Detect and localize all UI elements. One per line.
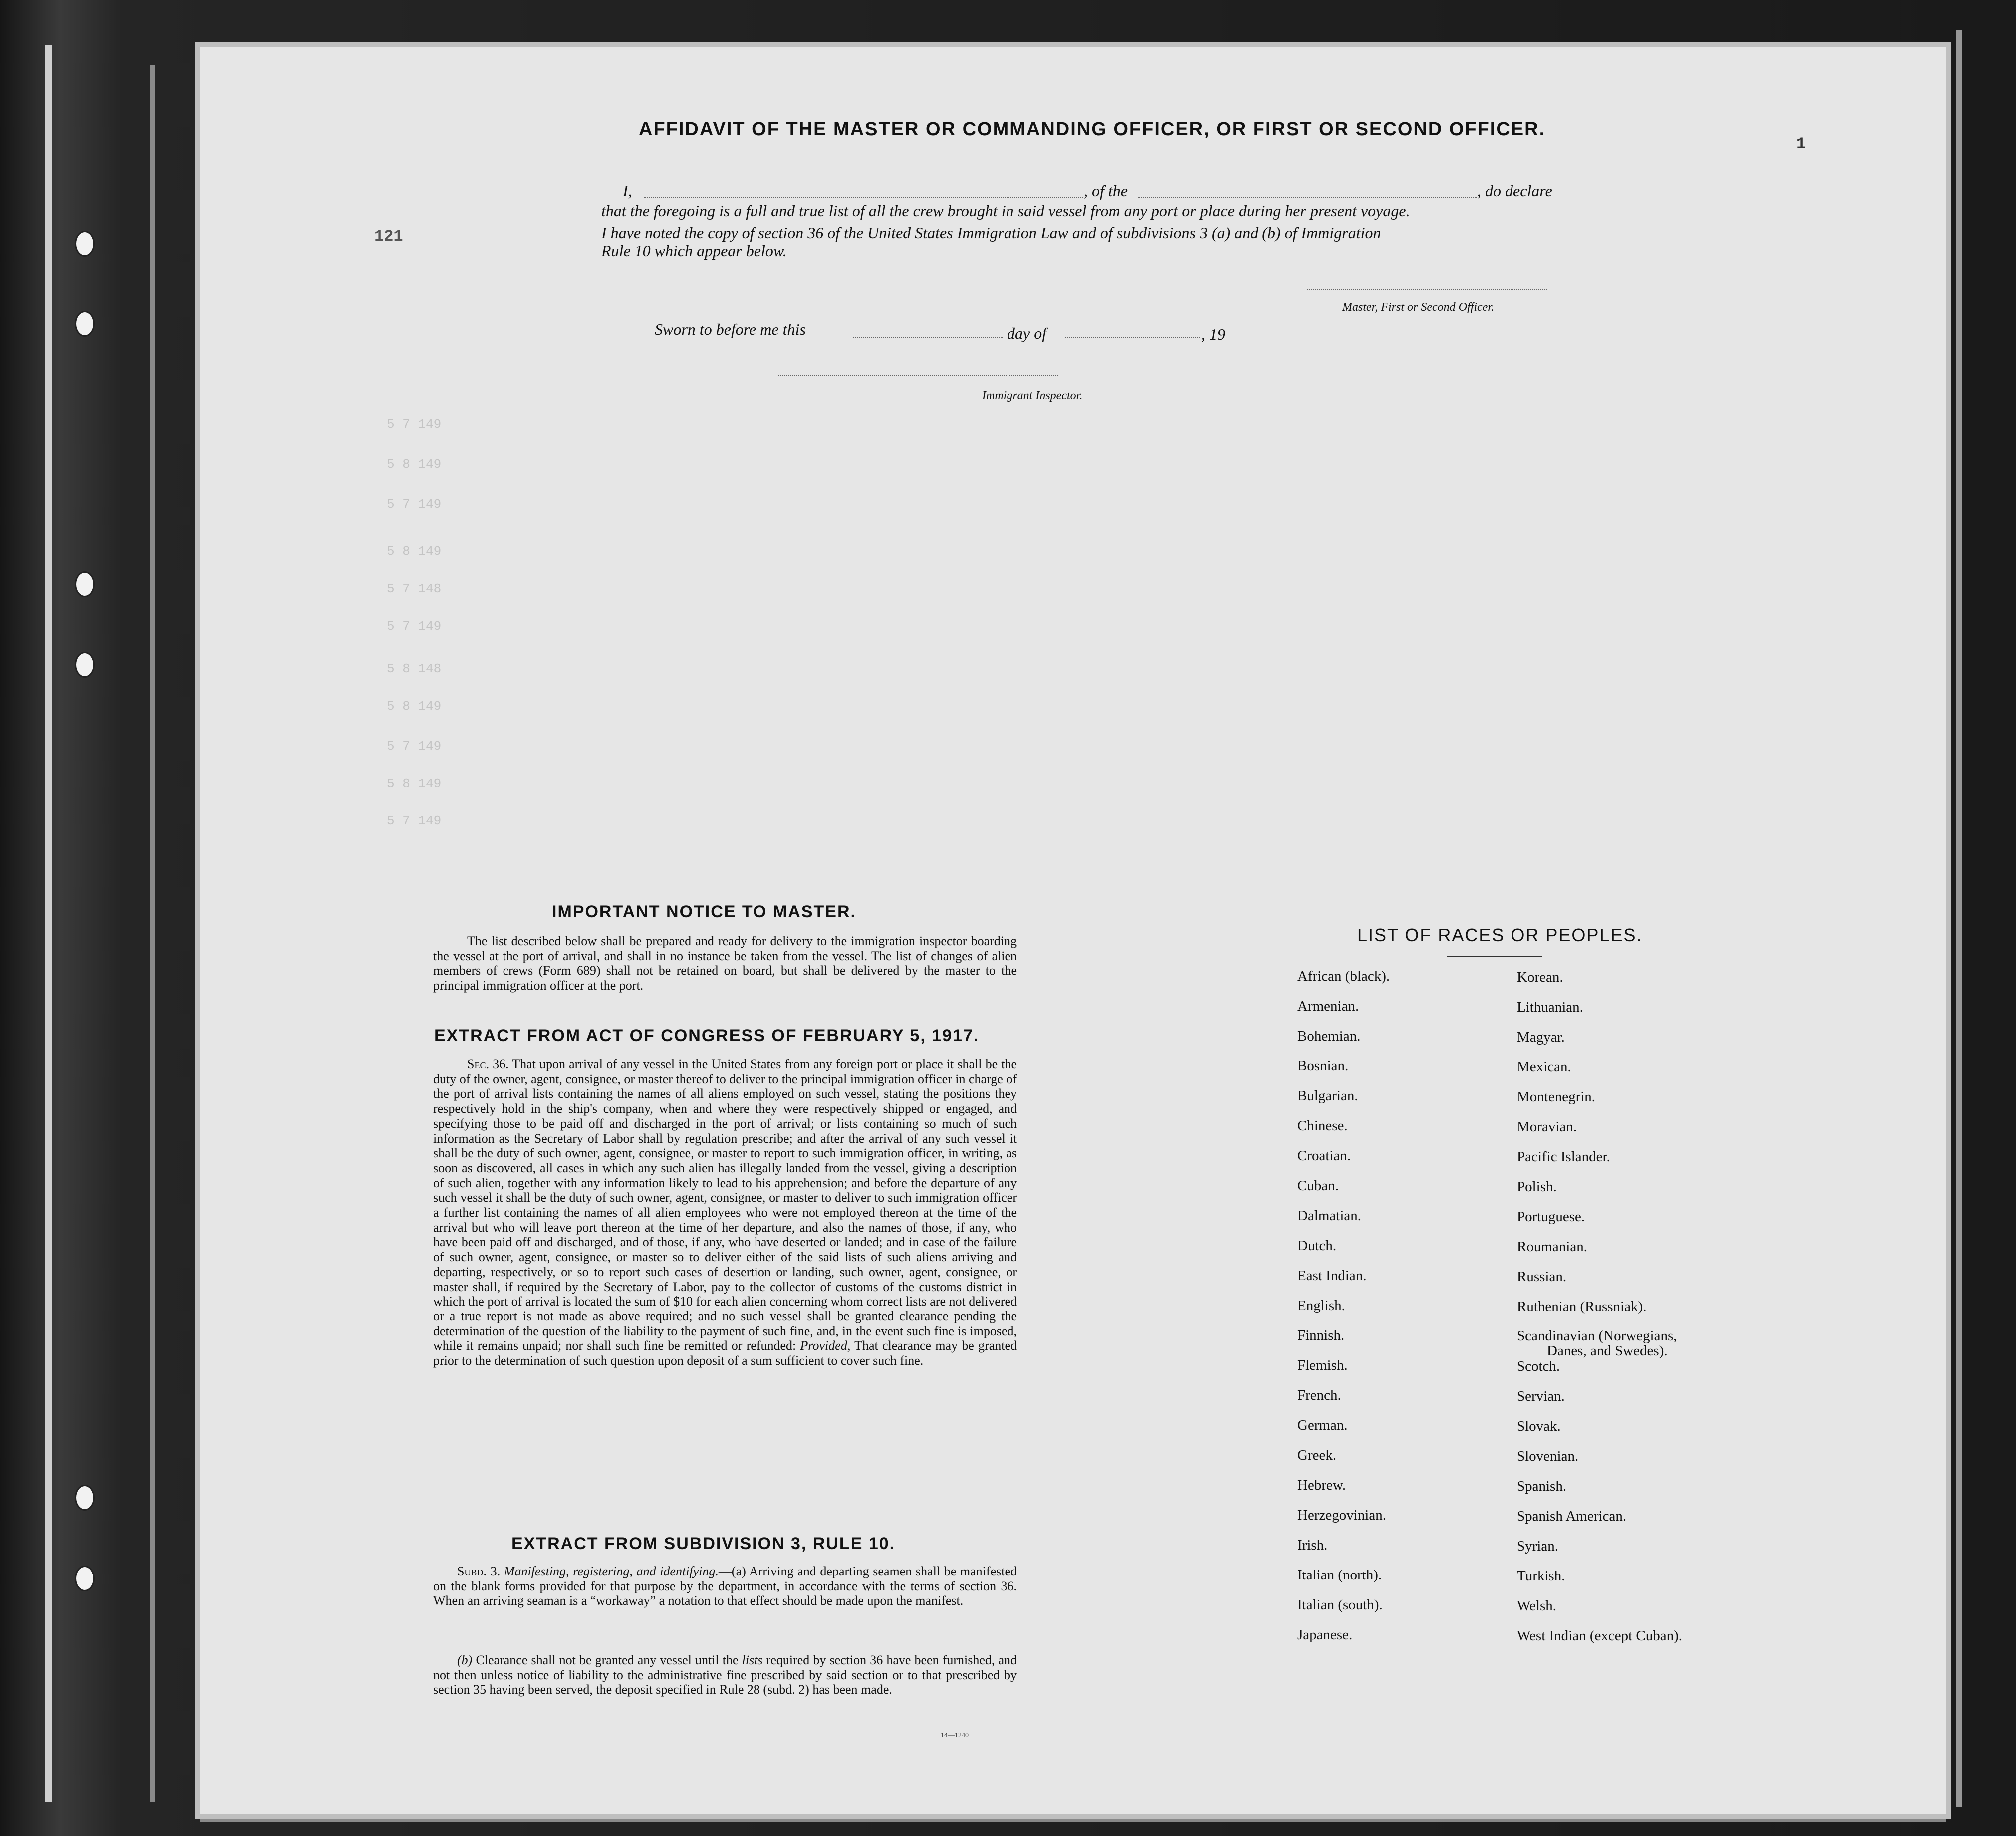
notice-text: The list described below shall be prepared and ready for delivery to the immigration inspector boarding the vessel at the port of arrival, and shall in no instance be taken from the vessel. The list of changes of alien members of crews (Form 689) shall not be retained on board, but shall be delivered by the master to the principal immigration officer at the port.	[433, 934, 1017, 993]
race-item: Japanese.	[1297, 1627, 1353, 1643]
race-item: Spanish.	[1517, 1478, 1567, 1494]
race-item: Spanish American.	[1517, 1508, 1627, 1524]
race-item: Servian.	[1517, 1388, 1565, 1404]
master-label: Master, First or Second Officer.	[1342, 301, 1494, 314]
race-item: Moravian.	[1517, 1119, 1577, 1135]
bleed-through-mark: 5 8 149	[387, 776, 442, 791]
vessel-line	[1138, 197, 1477, 198]
race-item: French.	[1297, 1387, 1341, 1403]
bleed-through-mark: 5 7 149	[387, 497, 442, 512]
race-item: Chinese.	[1297, 1118, 1348, 1134]
binder-hole	[75, 1485, 95, 1511]
form-page	[200, 47, 1946, 1814]
race-item: West Indian (except Cuban).	[1517, 1628, 1683, 1644]
bleed-through-mark: 5 8 148	[387, 661, 442, 676]
rule-para-b	[433, 1653, 1017, 1697]
year-label: , 19	[1201, 325, 1225, 343]
act-body: That upon arrival of any vessel in the United States from any foreign port or place it shall be the duty of the owner, agent, consignee, or master thereof to deliver to the principal immigration officer in charge of the port of arrival lists containing the names of all aliens employed on such vessel, stating the positions they respectively hold in the ship's company, when and where they were respectively shipped or engaged, and specifying those to be paid off and discharged in the port of arrival; or lists containing so much of such information as the Secretary of Labor shall by regulation prescribe; and after the arrival of any such vessel it shall be the duty of such owner, agent, consignee, or master to report to such immigration officer, in writing, as soon as discovered, all cases in which any such alien has illegally landed from the vessel, giving a description of such alien, together with any information likely to lead to his apprehension; and before the departure of any such vessel it shall be the duty of such owner, agent, consignee, or master to deliver to such immigration officer a further list containing the names of all alien employees who were not employed thereon at the time of the arrival but who will leave port thereon at the time of her departure, and also the names of those, if any, who have been paid off and discharged, and of those, if any, who have deserted or landed; and in case of the failure of such owner, agent, consignee, or master so to deliver either of the said lists of such aliens arriving and departing, respectively, or so to report such cases of desertion or landing, such owner, agent, consignee, or master shall, if required by the Secretary of Labor, pay to the collector of customs of the customs district in which the port of arrival is located the sum of $10 for each alien concerning whom correct lists are not delivered or a true report is not made as above required; and no such vessel shall be granted clearance pending the determination of the question of the liability to the payment of such fine, and, in the event such fine is imposed, while it remains unpaid; nor shall such fine be remitted or refunded:	[433, 1057, 1017, 1353]
race-item: Roumanian.	[1517, 1239, 1587, 1255]
binder-hole	[75, 231, 95, 257]
race-item: Finnish.	[1297, 1327, 1345, 1343]
page-edge	[45, 45, 52, 1802]
races-right-column	[1517, 969, 1682, 1658]
rule-para-b-end: required by section 36 have been furnished, and not then unless notice of liability to the administrative fine prescribed by said section or to that prescribed by section 35 having been served, the deposit specified in Rule 28 (subd. 2) has been made.	[433, 1653, 1017, 1697]
month-line	[1065, 337, 1200, 338]
rule-para-b-italic: lists	[742, 1653, 763, 1667]
inspector-label: Immigrant Inspector.	[982, 389, 1083, 402]
bleed-through-mark: 5 8 149	[387, 457, 442, 472]
subd-label: Subd. 3.	[457, 1564, 501, 1578]
races-heading: LIST OF RACES OR PEOPLES.	[1357, 925, 1643, 945]
race-item: Irish.	[1297, 1537, 1328, 1553]
form-number: 14—1240	[941, 1732, 969, 1739]
page-edge	[150, 65, 155, 1802]
race-item: Italian (south).	[1297, 1597, 1383, 1613]
rule-para-b-start: Clearance shall not be granted any vessel until the	[476, 1653, 739, 1667]
race-item: Dutch.	[1297, 1238, 1337, 1254]
race-item: Herzegovinian.	[1297, 1507, 1386, 1523]
race-item: Turkish.	[1517, 1568, 1565, 1584]
act-body-end: That clearance may be granted prior to the determination of such question upon deposit of a sum sufficient to cover such fine.	[433, 1338, 1017, 1368]
day-of-label: day of	[1007, 324, 1047, 342]
race-item: Mexican.	[1517, 1059, 1571, 1075]
race-item: Lithuanian.	[1517, 999, 1583, 1015]
bleed-through-mark: 5 7 149	[387, 417, 442, 432]
page-edge	[1956, 30, 1962, 1807]
affidavit-line-1: that the foregoing is a full and true list of all the crew brought in said vessel from any port or place during her present voyage.	[601, 202, 1410, 220]
races-left-column	[1297, 968, 1390, 1657]
races-heading-rule	[1447, 956, 1542, 957]
race-item: Armenian.	[1297, 998, 1359, 1014]
affidavit-title: AFFIDAVIT OF THE MASTER OR COMMANDING OFFICER, OR FIRST OR SECOND OFFICER.	[639, 119, 1546, 140]
race-item: English.	[1297, 1298, 1345, 1313]
rule-para-a	[433, 1564, 1017, 1608]
race-item: Slovak.	[1517, 1418, 1561, 1434]
left-mark: 121	[374, 227, 403, 246]
affidavit-do-declare-label: , do declare	[1477, 182, 1552, 200]
bleed-through-mark: 5 7 148	[387, 581, 442, 596]
race-item: Welsh.	[1517, 1598, 1557, 1614]
race-item: Scotch.	[1517, 1358, 1560, 1374]
binder-hole	[75, 652, 95, 678]
race-item: Italian (north).	[1297, 1567, 1382, 1583]
race-item: Ruthenian (Russniak).	[1517, 1299, 1647, 1314]
section-label: Sec. 36.	[467, 1057, 509, 1071]
race-item: Croatian.	[1297, 1148, 1351, 1164]
act-text	[433, 1057, 1017, 1368]
binder-hole	[75, 1566, 95, 1591]
race-item: German.	[1297, 1417, 1348, 1433]
race-item: Slovenian.	[1517, 1448, 1579, 1464]
race-item: Bosnian.	[1297, 1058, 1349, 1074]
bleed-through-mark: 5 8 149	[387, 699, 442, 714]
master-signature-line	[1307, 289, 1547, 290]
binder-hole	[75, 311, 95, 337]
page-mark: 1	[1796, 135, 1806, 153]
race-item: Cuban.	[1297, 1178, 1339, 1194]
binder-hole	[75, 571, 95, 597]
race-item: Russian.	[1517, 1269, 1567, 1285]
race-item: Bohemian.	[1297, 1028, 1361, 1044]
race-item: Polish.	[1517, 1179, 1557, 1195]
bleed-through-mark: 5 7 149	[387, 739, 442, 754]
race-item-continuation: Danes, and Swedes).	[1547, 1343, 1668, 1359]
rule-heading: EXTRACT FROM SUBDIVISION 3, RULE 10.	[511, 1534, 896, 1553]
race-item: Flemish.	[1297, 1357, 1348, 1373]
subd-title: Manifesting, registering, and identifying.	[504, 1564, 719, 1578]
race-item: Greek.	[1297, 1447, 1337, 1463]
race-item: African (black).	[1297, 968, 1390, 984]
bleed-through-mark: 5 7 149	[387, 619, 442, 634]
notice-heading: IMPORTANT NOTICE TO MASTER.	[552, 902, 856, 921]
inspector-signature-line	[778, 375, 1058, 376]
bleed-through-mark: 5 8 149	[387, 544, 442, 559]
race-item: Scandinavian (Norwegians, Danes, and Swedes).	[1517, 1328, 1677, 1359]
race-item: Pacific Islander.	[1517, 1149, 1610, 1165]
provided-label: Provided,	[800, 1338, 851, 1353]
affidavit-i-label: I,	[623, 182, 632, 200]
race-item: Magyar.	[1517, 1029, 1565, 1045]
race-item: Dalmatian.	[1297, 1208, 1362, 1224]
sworn-label: Sworn to before me this	[655, 320, 806, 338]
race-item: East Indian.	[1297, 1268, 1367, 1284]
race-item: Syrian.	[1517, 1538, 1558, 1554]
act-heading: EXTRACT FROM ACT OF CONGRESS OF FEBRUARY 5, 1917.	[434, 1026, 980, 1045]
race-item: Bulgarian.	[1297, 1088, 1358, 1104]
day-line	[853, 337, 1003, 338]
page-edge	[200, 1817, 1946, 1822]
name-line	[644, 197, 1083, 198]
para-b-label: (b)	[457, 1653, 473, 1667]
affidavit-of-the-label: , of the	[1084, 182, 1128, 200]
affidavit-line-3: Rule 10 which appear below.	[601, 242, 787, 260]
race-item: Portuguese.	[1517, 1209, 1585, 1225]
race-item: Hebrew.	[1297, 1477, 1346, 1493]
affidavit-line-2: I have noted the copy of section 36 of the United States Immigration Law and of subdivisions 3 (a) and (b) of Immigration	[601, 224, 1381, 242]
race-item: Korean.	[1517, 969, 1563, 985]
race-item: Montenegrin.	[1517, 1089, 1596, 1105]
rule-para-a-body: —(a) Arriving and departing seamen shall be manifested on the blank forms provided for that purpose by the department, in accordance with the terms of section 36. When an arriving seaman is a “workaway” a notation to that effect should be made upon the manifest.	[433, 1564, 1017, 1608]
bleed-through-mark: 5 7 149	[387, 813, 442, 828]
